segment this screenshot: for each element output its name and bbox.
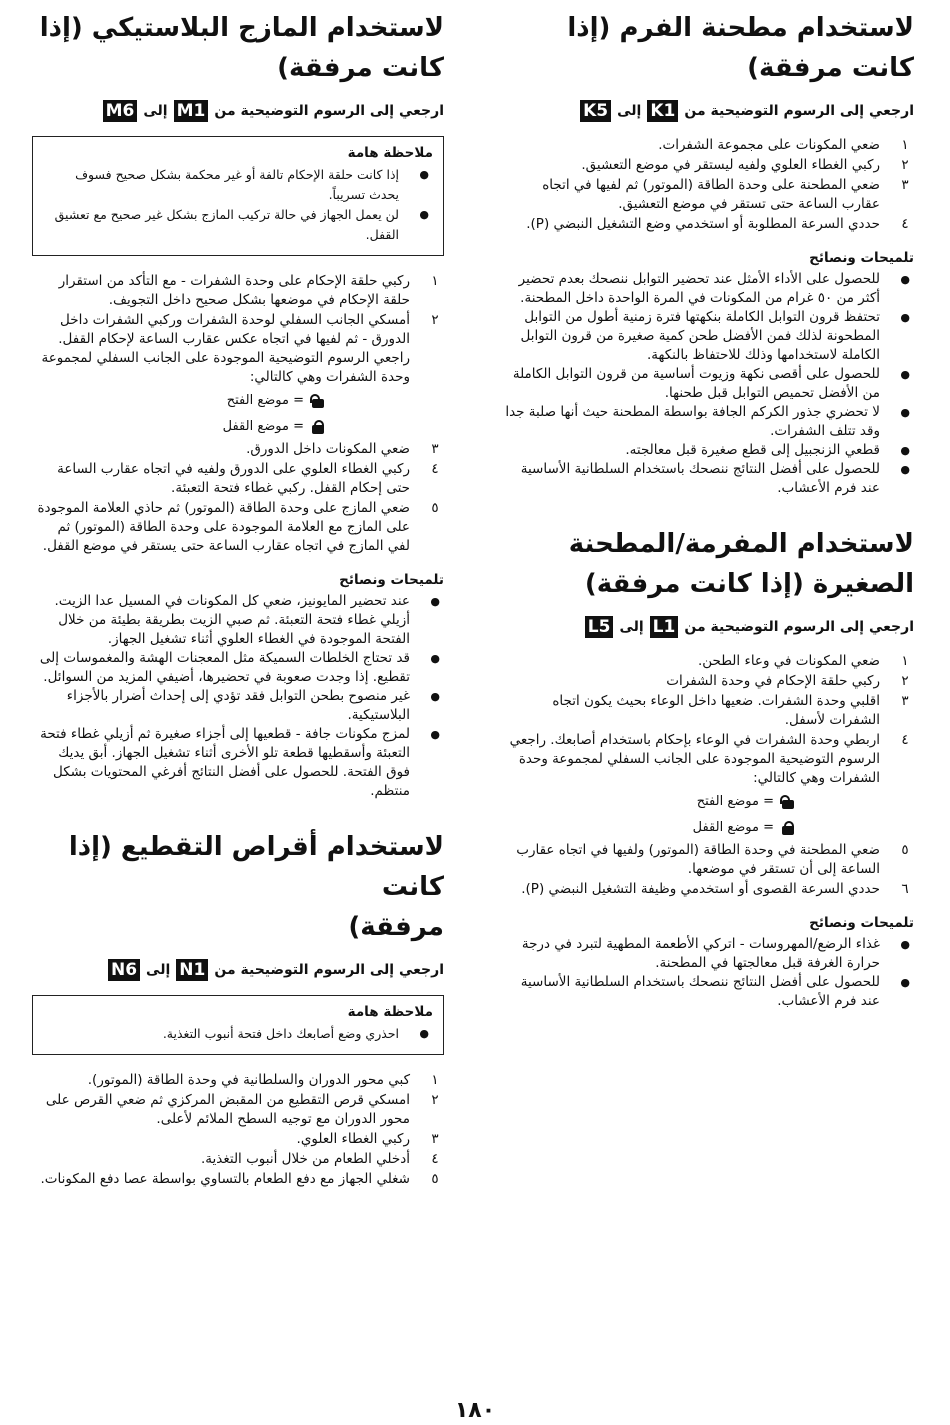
illustration-tag: M1 [174,100,209,122]
step-item: ٦ حددي السرعة القصوى أو استخدمي وظيفة التشغيل النبضي (P). [521,881,909,897]
illustration-reference: ارجعي إلى الرسوم التوضيحية من N1 إلى N6 [32,959,444,981]
steps-list [504,652,914,788]
illustration-tag: M6 [103,100,138,122]
note-title: ملاحظة هامة [347,1004,433,1020]
tips-list [504,935,914,1011]
illustration-tag: K1 [647,100,678,122]
step-item: ١ كبي محور الدوران والسلطانية في وحدة الطاقة (الموتور). [87,1072,439,1088]
step-item: ١ ركبي حلقة الإحكام على وحدة الشفرات - مع التأكد من استقرار حلقة الإحكام في موضعها بشكل صحيح داخل التجويف. [58,273,439,308]
illustration-tag: K5 [580,100,611,122]
note-item: ● إذا كانت حلقة الإحكام تالفة أو غير محكمة بشكل صحيح فسوف يحدث تسريباً. [43,165,433,205]
step-item: ٢ ركبي الغطاء العلوي ولفيه ليستقر في موضع التعشيق. [581,157,909,173]
note-list [43,1024,433,1044]
tip-item: ● عند تحضير المايونيز، ضعي كل المكونات في المسيل عدا الزيت. أزيلي غطاء فتحة التعبئة. ثم صبي الزيت بطريقة بطيئة من خلال الفتحة الموجودة في الغطاء العلوي أثناء تشغيل الجهاز. [32,592,444,649]
steps-list [504,136,914,234]
tip-item: ● لمزج مكونات جافة - قطعيها إلى أجزاء صغيرة ثم أزيلي غطاء فتحة التعبئة وأسقطيها قطعة تلو الأخرى أثناء تشغيل الجهاز. أبق يديك فوق الفتحة. للحصول على أفضل النتائج أفرغي المحتويات بشكل منتظم. [32,725,444,801]
section-title-chopper-grinder: لاستخدام مطحنة الفرم (إذا كانت مرفقة) [567,13,914,83]
note-title: ملاحظة هامة [347,145,433,161]
step-item: ٢ امسكي قرص التقطيع من المقبض المركزي ثم ضعي القرص على محور الدوران مع توجيه السطح الملائم لأعلى. [45,1092,439,1127]
illustration-reference: ارجعي إلى الرسوم التوضيحية من L1 إلى L5 [504,616,914,638]
step-item: ٣ اقلبي وحدة الشفرات. ضعيها داخل الوعاء بحيث يكون اتجاه الشفرات لأسفل. [552,693,909,728]
tips-heading: تلميحات ونصائح [809,915,914,931]
tip-item: ● للحصول على أقصى نكهة وزيوت أساسية من قرون التوابل الكاملة من الأفضل تحميص التوابل قبل طحنها. [504,365,914,403]
steps-list [32,272,444,387]
step-item: ٤ ركبي الغطاء العلوي على الدورق ولفيه في اتجاه عقارب الساعة حتى إحكام القفل. ركبي غطاء فتحة التعبئة. [57,461,439,496]
lock-legend-open: = موضع الفتح [504,789,914,815]
steps-list [32,440,444,556]
tip-item: ● للحصول على الأداء الأمثل عند تحضير التوابل ننصحك بعدم تحضير أكثر من ٥٠ غرام من المكونات في المرة الواحدة داخل المطحنة. [504,270,914,308]
tip-item: ● غذاء الرضع/المهروسات - اتركي الأطعمة المطهية لتبرد في درجة حرارة الغرفة قبل معالجتها في المطحنة. [504,935,914,973]
illustration-tag: L1 [650,616,679,638]
section-title-slicing-discs: لاستخدام أقراص التقطيع (إذا كانت مرفقة) [68,832,444,942]
tips-heading: تلميحات ونصائح [809,250,914,266]
illustration-tag: N6 [108,959,140,981]
note-list [43,165,433,245]
page-number: ١٨٠ [454,1398,496,1423]
unlocked-icon [312,394,324,408]
tip-item: ● للحصول على أفضل النتائج ننصحك باستخدام السلطانية الأساسية عند فرم الأعشاب. [504,973,914,1011]
locked-icon [782,821,794,835]
tip-item: ● تحتفظ قرون التوابل الكاملة بنكهتها فترة زمنية أطول من التوابل المطحونة لذلك فمن الأفضل طحن كمية صغيرة من قرون التوابل الكاملة لاستخدامها وذلك للاحتفاظ بالنكهة. [504,308,914,365]
steps-list [32,1071,444,1189]
important-note-box [32,136,444,256]
tips-list [32,592,444,801]
step-item: ٥ ضعي المازج على وحدة الطاقة (الموتور) ثم حاذي العلامة الموجودة على المازج مع العلامة الموجودة على وحدة الطاقة (الموتور) ثم لفي المازج في اتجاه عقارب الساعة حتى يستقر في موضع القفل. [37,500,439,554]
step-item: ٤ أدخلي الطعام من خلال أنبوب التغذية. [200,1151,439,1167]
tip-item: ● لا تحضري جذور الكركم الجافة بواسطة المطحنة حيث أنها صلبة جدا وقد تتلف الشفرات. [504,403,914,441]
step-item: ٢ ركبي حلقة الإحكام في وحدة الشفرات [666,673,909,689]
note-item: ● لن يعمل الجهاز في حالة تركيب المازج بشكل غير صحيح مع تعشيق القفل. [43,205,433,245]
left-column [32,8,444,1190]
steps-list [504,841,914,899]
tip-item: ● قد تحتاج الخلطات السميكة مثل المعجنات الهشة والمغموسات إلى تقطيع. إذا وجدت صعوبة في تحضيرها، أضيفي المزيد من السوائل. [32,649,444,687]
step-item: ٤ اربطي وحدة الشفرات في الوعاء بإحكام باستخدام أصابعك. راجعي الرسوم التوضيحية الموجودة على الجانب السفلي لمجموعة وحدة الشفرات وهي كالتالي: [509,732,909,786]
illustration-tag: L5 [585,616,614,638]
step-item: ١ ضعي المكونات على مجموعة الشفرات. [658,137,909,153]
lock-legend-open: = موضع الفتح [32,388,444,414]
step-item: ٥ ضعي المطحنة في وحدة الطاقة (الموتور) ولفيها في اتجاه عقارب الساعة إلى أن تستقر في موضعها. [516,842,909,877]
illustration-reference: ارجعي إلى الرسوم التوضيحية من M1 إلى M6 [32,100,444,122]
step-item: ٤ حددي السرعة المطلوبة أو استخدمي وضع التشغيل النبضي (P). [526,216,909,232]
step-item: ١ ضعي المكونات في وعاء الطحن. [697,653,909,669]
right-column [504,8,914,1011]
tip-item: ● للحصول على أفضل النتائج ننصحك باستخدام السلطانية الأساسية عند فرم الأعشاب. [504,460,914,498]
important-note-box [32,995,444,1055]
tip-item: ● غير منصوح بطحن التوابل فقد تؤدي إلى إحداث أضرار بالأجزاء البلاستيكية. [32,687,444,725]
tips-list [504,270,914,498]
step-item: ٢ أمسكي الجانب السفلي لوحدة الشفرات وركبي الشفرات داخل الدورق - ثم لفيها في اتجاه عكس عقارب الساعة لإحكام القفل. راجعي الرسوم التوضيحية الموجودة على الجانب السفلي لمجموعة وحدة الشفرات وهي كالتالي: [41,312,439,385]
step-item: ٣ ضعي المكونات داخل الدورق. [246,441,439,457]
step-item: ٣ ضعي المطحنة على وحدة الطاقة (الموتور) ثم لفيها في اتجاه عقارب الساعة حتى تستقر في موضع التعشيق. [542,177,909,212]
lock-legend-closed: = موضع القفل [504,815,914,841]
illustration-reference: ارجعي إلى الرسوم التوضيحية من K1 إلى K5 [504,100,914,122]
tip-item: ● قطعي الزنجبيل إلى قطع صغيرة قبل معالجته. [504,441,914,460]
unlocked-icon [782,795,794,809]
tips-heading: تلميحات ونصائح [339,572,444,588]
lock-legend-closed: = موضع القفل [32,414,444,440]
section-title-mini-chopper: لاستخدام المفرمة/المطحنة الصغيرة (إذا كانت مرفقة) [568,529,914,599]
locked-icon [312,420,324,434]
illustration-tag: N1 [176,959,208,981]
step-item: ٥ شغلي الجهاز مع دفع الطعام بالتساوي بواسطة عصا دفع المكونات. [40,1171,439,1187]
note-item: ● احذري وضع أصابعك داخل فتحة أنبوب التغذية. [43,1024,433,1044]
step-item: ٣ ركبي الغطاء العلوي. [296,1131,439,1147]
section-title-plastic-blender: لاستخدام المازج البلاستيكي (إذا كانت مرفقة) [39,13,444,83]
